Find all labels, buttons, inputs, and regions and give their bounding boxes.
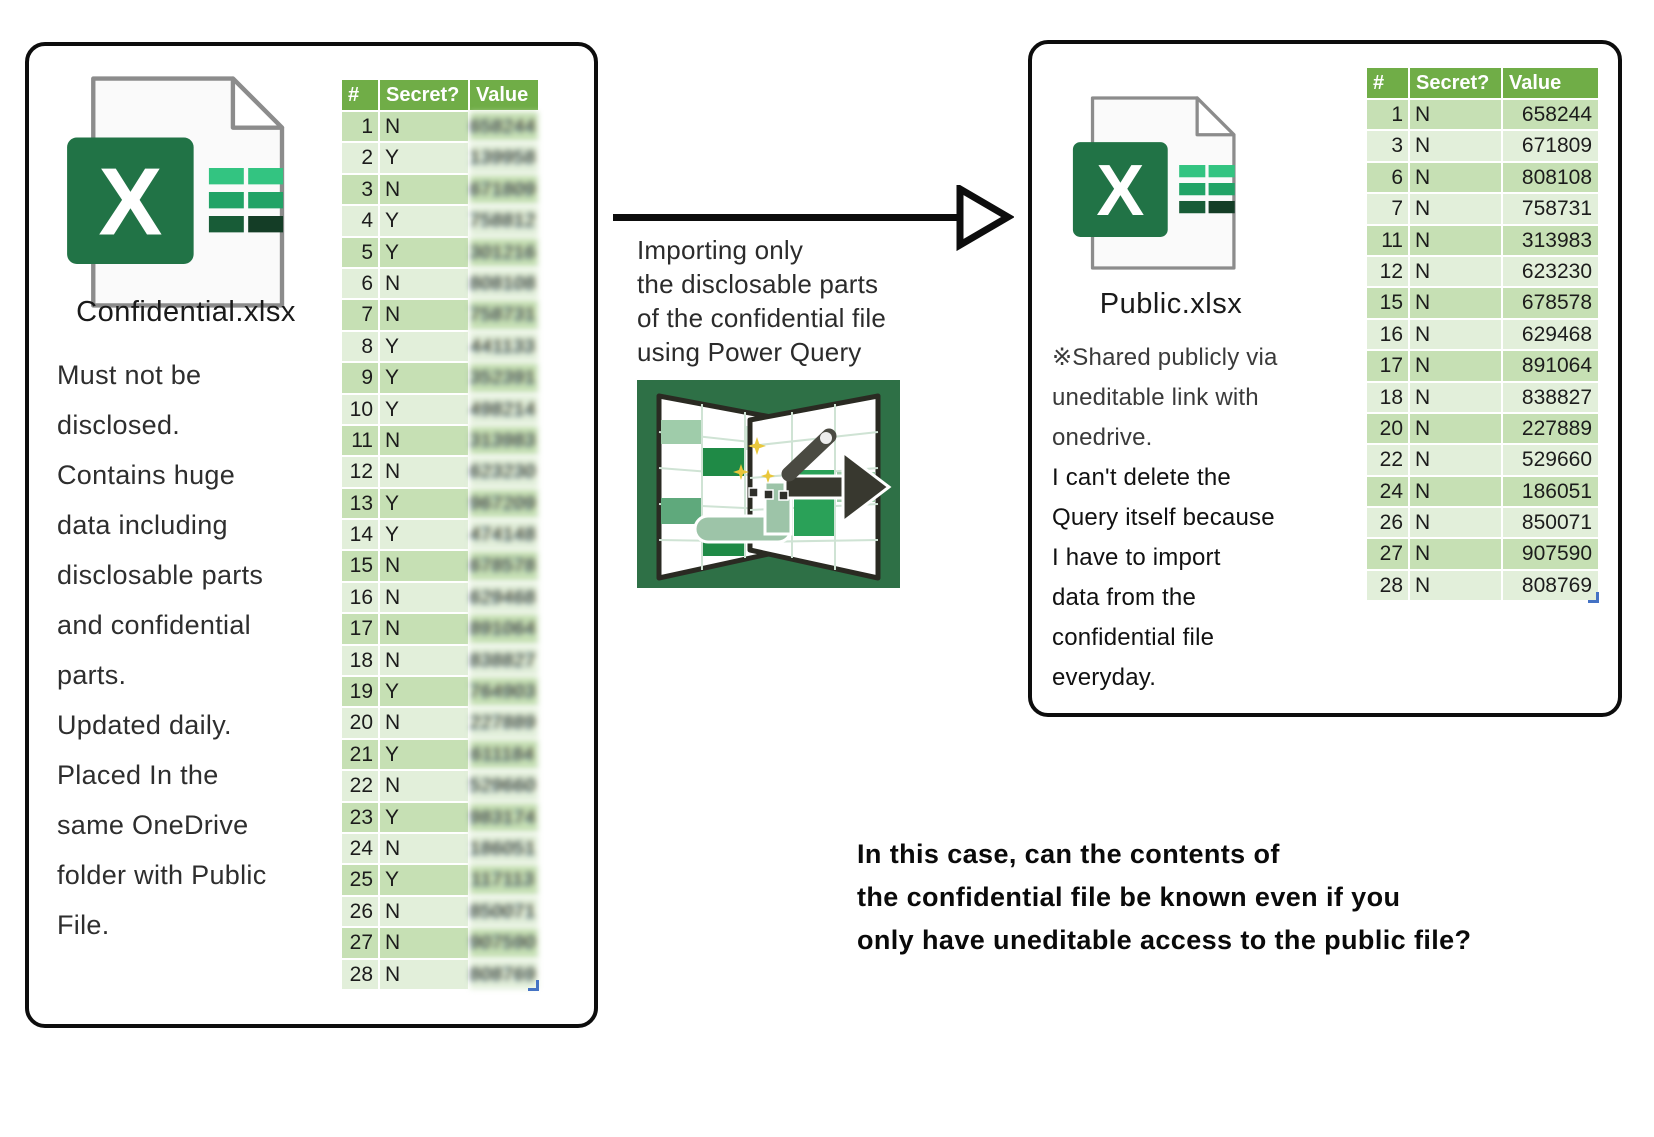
column-header: #: [342, 80, 380, 112]
value-cell: 808769: [470, 960, 540, 991]
value-cell: 658244: [470, 112, 540, 143]
column-header: #: [1367, 68, 1410, 100]
value-cell: 764903: [470, 677, 540, 708]
secret-flag-cell: N: [1410, 257, 1503, 288]
row-number-cell: 13: [342, 489, 380, 520]
table-row: [342, 803, 540, 834]
value-cell: 907590: [470, 928, 540, 959]
row-number-cell: 16: [342, 583, 380, 614]
table-row: [342, 395, 540, 426]
text-line: confidential file: [1052, 624, 1215, 651]
row-number-cell: 22: [1367, 445, 1410, 476]
table-row: [1367, 539, 1600, 570]
row-number-cell: 15: [342, 551, 380, 582]
table-row: [342, 551, 540, 582]
text-line: the confidential file be known even if you: [857, 882, 1401, 912]
public-table: [1367, 68, 1600, 602]
row-number-cell: 12: [342, 457, 380, 488]
public-file-name: Public.xlsx: [1099, 288, 1243, 320]
table-row: [342, 897, 540, 928]
secret-flag-cell: N: [1410, 414, 1503, 445]
value-cell: 758812: [470, 206, 540, 237]
table-row: [1367, 445, 1600, 476]
value-cell: 227889: [1503, 414, 1600, 445]
secret-flag-cell: N: [1410, 194, 1503, 225]
row-number-cell: 3: [1367, 131, 1410, 162]
value-cell: 611184: [470, 740, 540, 771]
table-row: [342, 300, 540, 331]
row-number-cell: 4: [342, 206, 380, 237]
secret-flag-cell: N: [380, 300, 470, 331]
secret-flag-cell: N: [1410, 445, 1503, 476]
public-query-note: [1052, 458, 1312, 698]
value-cell: 808108: [1503, 163, 1600, 194]
table-row: [1367, 288, 1600, 319]
text-line: Must not be: [57, 360, 202, 390]
table-row: [342, 269, 540, 300]
secret-flag-cell: N: [1410, 320, 1503, 351]
power-query-caption: [637, 233, 967, 369]
secret-flag-cell: N: [380, 457, 470, 488]
table-row: [342, 865, 540, 896]
table-row: [342, 175, 540, 206]
row-number-cell: 28: [1367, 571, 1410, 602]
value-cell: 838827: [470, 646, 540, 677]
text-line: everyday.: [1052, 664, 1157, 691]
table-row: [1367, 131, 1600, 162]
table-row: [342, 457, 540, 488]
row-number-cell: 2: [342, 143, 380, 174]
table-row: [1367, 477, 1600, 508]
flow-arrow-line: [613, 214, 960, 221]
public-share-note: [1052, 338, 1312, 458]
question-text: [857, 833, 1557, 962]
value-cell: 186051: [1503, 477, 1600, 508]
table-row: [1367, 100, 1600, 131]
secret-flag-cell: N: [380, 646, 470, 677]
value-cell: 313983: [1503, 226, 1600, 257]
secret-flag-cell: N: [380, 897, 470, 928]
secret-flag-cell: N: [1410, 477, 1503, 508]
row-number-cell: 14: [342, 520, 380, 551]
value-cell: 758731: [470, 300, 540, 331]
value-cell: 678578: [470, 551, 540, 582]
secret-flag-cell: N: [380, 269, 470, 300]
table-row: [342, 771, 540, 802]
secret-flag-cell: Y: [380, 489, 470, 520]
column-header: Secret?: [1410, 68, 1503, 100]
secret-flag-cell: Y: [380, 803, 470, 834]
value-cell: 629468: [1503, 320, 1600, 351]
secret-flag-cell: N: [380, 928, 470, 959]
row-number-cell: 17: [1367, 351, 1410, 382]
secret-flag-cell: N: [380, 426, 470, 457]
table-row: [342, 583, 540, 614]
table-row: [342, 363, 540, 394]
row-number-cell: 20: [342, 708, 380, 739]
value-cell: 658244: [1503, 100, 1600, 131]
row-number-cell: 23: [342, 803, 380, 834]
row-number-cell: 16: [1367, 320, 1410, 351]
secret-flag-cell: N: [1410, 539, 1503, 570]
secret-flag-cell: N: [1410, 351, 1503, 382]
value-cell: 671809: [1503, 131, 1600, 162]
value-cell: 808108: [470, 269, 540, 300]
table-row: [342, 520, 540, 551]
value-cell: 313983: [470, 426, 540, 457]
secret-flag-cell: Y: [380, 395, 470, 426]
text-line: and confidential: [57, 610, 251, 640]
table-row: [1367, 194, 1600, 225]
value-cell: 678578: [1503, 288, 1600, 319]
row-number-cell: 8: [342, 332, 380, 363]
excel-file-icon: [60, 72, 312, 312]
value-cell: 623230: [1503, 257, 1600, 288]
table-row: [342, 928, 540, 959]
value-cell: 808769: [1503, 571, 1600, 602]
table-row: [1367, 257, 1600, 288]
secret-flag-cell: N: [1410, 288, 1503, 319]
table-header-row: [342, 80, 540, 112]
text-line: Updated daily.: [57, 710, 232, 740]
text-line: disclosable parts: [57, 560, 264, 590]
text-line: same OneDrive: [57, 810, 249, 840]
row-number-cell: 27: [1367, 539, 1410, 570]
text-line: onedrive.: [1052, 424, 1153, 451]
value-cell: 671809: [470, 175, 540, 206]
text-line: folder with Public: [57, 860, 267, 890]
text-line: disclosed.: [57, 410, 181, 440]
row-number-cell: 20: [1367, 414, 1410, 445]
table-row: [342, 740, 540, 771]
table-row: [342, 646, 540, 677]
value-cell: 117113: [470, 865, 540, 896]
secret-flag-cell: Y: [380, 677, 470, 708]
confidential-file-name: Confidential.xlsx: [76, 296, 296, 328]
secret-flag-cell: N: [1410, 508, 1503, 539]
table-row: [342, 332, 540, 363]
table-row: [342, 238, 540, 269]
excel-file-icon: [1068, 70, 1256, 296]
text-line: uneditable link with: [1052, 384, 1259, 411]
secret-flag-cell: N: [380, 583, 470, 614]
row-number-cell: 5: [342, 238, 380, 269]
text-line: Placed In the: [57, 760, 219, 790]
row-number-cell: 26: [1367, 508, 1410, 539]
value-cell: 983174: [470, 803, 540, 834]
secret-flag-cell: Y: [380, 740, 470, 771]
text-line: I can't delete the: [1052, 464, 1231, 491]
value-cell: 474148: [470, 520, 540, 551]
secret-flag-cell: N: [380, 708, 470, 739]
secret-flag-cell: Y: [380, 520, 470, 551]
text-line: In this case, can the contents of: [857, 839, 1280, 869]
row-number-cell: 26: [342, 897, 380, 928]
row-number-cell: 12: [1367, 257, 1410, 288]
value-cell: 838827: [1503, 383, 1600, 414]
row-number-cell: 1: [1367, 100, 1410, 131]
row-number-cell: 25: [342, 865, 380, 896]
table-header-row: [1367, 68, 1600, 100]
text-line: ※Shared publicly via: [1052, 344, 1278, 371]
table-row: [342, 112, 540, 143]
table-row: [342, 143, 540, 174]
table-row: [342, 489, 540, 520]
secret-flag-cell: N: [380, 551, 470, 582]
table-row: [1367, 383, 1600, 414]
text-line: data from the: [1052, 584, 1197, 611]
text-line: of the confidential file: [637, 303, 887, 333]
secret-flag-cell: Y: [380, 865, 470, 896]
table-row: [1367, 571, 1600, 602]
row-number-cell: 6: [342, 269, 380, 300]
row-number-cell: 24: [342, 834, 380, 865]
secret-flag-cell: Y: [380, 363, 470, 394]
text-line: Query itself because: [1052, 504, 1275, 531]
table-row: [342, 614, 540, 645]
row-number-cell: 11: [1367, 226, 1410, 257]
row-number-cell: 21: [342, 740, 380, 771]
secret-flag-cell: N: [1410, 163, 1503, 194]
row-number-cell: 22: [342, 771, 380, 802]
value-cell: 529660: [1503, 445, 1600, 476]
secret-flag-cell: N: [1410, 131, 1503, 162]
value-cell: 498214: [470, 395, 540, 426]
row-number-cell: 15: [1367, 288, 1410, 319]
value-cell: 139958: [470, 143, 540, 174]
text-line: Importing only: [637, 235, 804, 265]
secret-flag-cell: Y: [380, 238, 470, 269]
row-number-cell: 18: [1367, 383, 1410, 414]
column-header: Secret?: [380, 80, 470, 112]
row-number-cell: 7: [1367, 194, 1410, 225]
value-cell: 967209: [470, 489, 540, 520]
table-row: [1367, 351, 1600, 382]
row-number-cell: 18: [342, 646, 380, 677]
row-number-cell: 19: [342, 677, 380, 708]
value-cell: 441133: [470, 332, 540, 363]
table-row: [1367, 414, 1600, 445]
table-row: [342, 834, 540, 865]
secret-flag-cell: N: [380, 175, 470, 206]
table-row: [1367, 163, 1600, 194]
secret-flag-cell: N: [1410, 383, 1503, 414]
row-number-cell: 7: [342, 300, 380, 331]
text-line: only have uneditable access to the public file?: [857, 925, 1472, 955]
text-line: Contains huge: [57, 460, 236, 490]
secret-flag-cell: N: [380, 771, 470, 802]
table-row: [1367, 226, 1600, 257]
table-row: [342, 677, 540, 708]
power-query-icon: [637, 380, 900, 588]
row-number-cell: 1: [342, 112, 380, 143]
row-number-cell: 10: [342, 395, 380, 426]
row-number-cell: 17: [342, 614, 380, 645]
row-number-cell: 27: [342, 928, 380, 959]
secret-flag-cell: Y: [380, 143, 470, 174]
secret-flag-cell: Y: [380, 206, 470, 237]
value-cell: 227889: [470, 708, 540, 739]
value-cell: 850071: [470, 897, 540, 928]
value-cell: 891064: [470, 614, 540, 645]
column-header: Value: [470, 80, 540, 112]
value-cell: 301216: [470, 238, 540, 269]
secret-flag-cell: N: [380, 834, 470, 865]
value-cell: 352391: [470, 363, 540, 394]
text-line: using Power Query: [637, 337, 862, 367]
value-cell: 891064: [1503, 351, 1600, 382]
text-line: I have to import: [1052, 544, 1221, 571]
value-cell: 758731: [1503, 194, 1600, 225]
value-cell: 907590: [1503, 539, 1600, 570]
row-number-cell: 9: [342, 363, 380, 394]
secret-flag-cell: N: [1410, 226, 1503, 257]
value-cell: 623230: [470, 457, 540, 488]
table-resize-handle[interactable]: [528, 980, 539, 991]
text-line: the disclosable parts: [637, 269, 879, 299]
table-row: [342, 708, 540, 739]
table-row: [1367, 320, 1600, 351]
row-number-cell: 11: [342, 426, 380, 457]
secret-flag-cell: Y: [380, 332, 470, 363]
secret-flag-cell: N: [380, 614, 470, 645]
text-line: data including: [57, 510, 228, 540]
table-row: [1367, 508, 1600, 539]
confidential-description: [57, 350, 337, 950]
text-line: File.: [57, 910, 110, 940]
value-cell: 850071: [1503, 508, 1600, 539]
table-row: [342, 206, 540, 237]
table-resize-handle[interactable]: [1588, 592, 1599, 603]
row-number-cell: 6: [1367, 163, 1410, 194]
row-number-cell: 24: [1367, 477, 1410, 508]
text-line: parts.: [57, 660, 127, 690]
row-number-cell: 3: [342, 175, 380, 206]
secret-flag-cell: N: [380, 112, 470, 143]
value-cell: 186051: [470, 834, 540, 865]
value-cell: 629468: [470, 583, 540, 614]
confidential-table: [342, 80, 540, 991]
secret-flag-cell: N: [1410, 100, 1503, 131]
value-cell: 529660: [470, 771, 540, 802]
secret-flag-cell: N: [380, 960, 470, 991]
table-row: [342, 426, 540, 457]
secret-flag-cell: N: [1410, 571, 1503, 602]
table-row: [342, 960, 540, 991]
column-header: Value: [1503, 68, 1600, 100]
row-number-cell: 28: [342, 960, 380, 991]
